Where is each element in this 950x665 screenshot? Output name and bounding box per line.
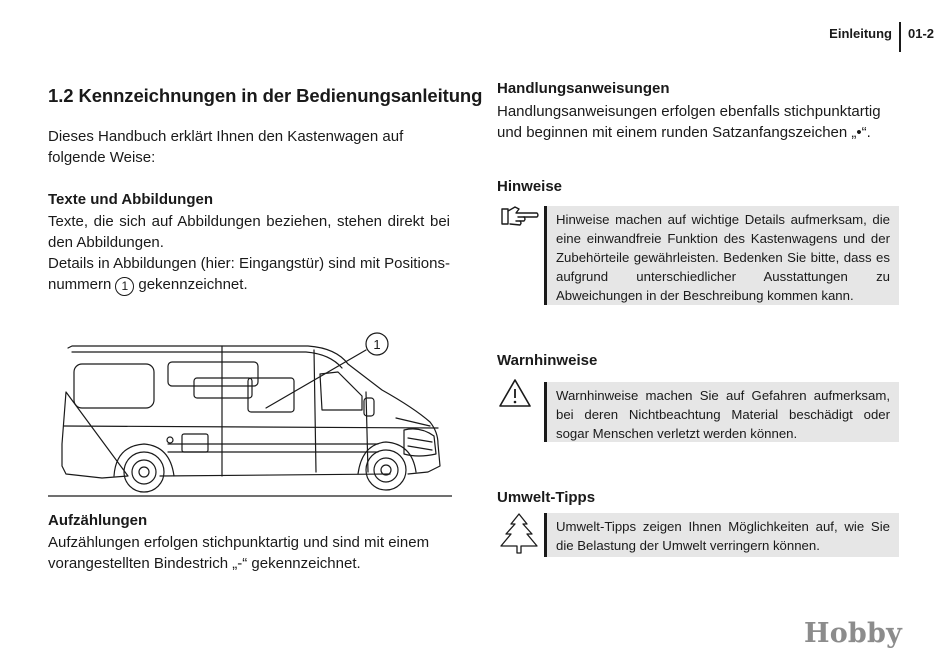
- header-divider: [899, 22, 901, 52]
- intro-paragraph: Dieses Handbuch erklärt Ihnen den Kastenwagen auf folgende Weise:: [48, 128, 404, 166]
- callout-number: 1: [373, 337, 381, 352]
- warning-triangle-icon: [498, 378, 532, 408]
- texte-p2-start: Details in Abbildungen (hier: Eingangstür) sind mit Positionsnummern: [48, 255, 450, 293]
- handlung-paragraph: Handlungsanweisungen erfolgen ebenfalls stichpunktartig und beginnen mit einem runden Satzanfangszeichen „•“.: [497, 103, 881, 141]
- texte-paragraph-2: [48, 253, 450, 296]
- texte-paragraph-1: Texte, die sich auf Abbildungen beziehen, stehen direkt bei den Abbildungen.: [48, 213, 450, 251]
- hobby-logo: Hobby: [804, 618, 902, 649]
- hinweise-note: Hinweise machen auf wichtige Details aufmerksam, die eine einwandfreie Funktion des Kastenwagens und der Zubehörteile gewährleisten. Bedenken Sie bitte, dass es aufgrund unterschiedlicher Ausstattungen zu Abweichungen in der Beschreibung kommen kann.: [544, 206, 899, 305]
- position-number-badge: 1: [115, 277, 134, 296]
- tree-icon: [497, 512, 541, 556]
- umwelt-note: Umwelt-Tipps zeigen Ihnen Möglichkeiten auf, wie Sie die Belastung der Umwelt verringern können.: [544, 513, 899, 557]
- umwelt-heading: Umwelt-Tipps: [497, 489, 596, 506]
- aufzaehlungen-paragraph: Aufzählungen erfolgen stichpunktartig und sind mit einem vorangestellten Bindestrich „-“ gekennzeichnet.: [48, 534, 430, 572]
- section-title: 1.2 Kennzeichnungen in der Bedienungsanleitung: [48, 85, 483, 106]
- running-header-section: Einleitung: [829, 26, 892, 41]
- van-illustration: [48, 326, 452, 500]
- warnhinweise-note: Warnhinweise machen Sie auf Gefahren aufmerksam, bei deren Nichtbeachtung Material beschädigt oder sogar Menschen verletzt werden können.: [544, 382, 899, 442]
- pointing-hand-icon: [500, 204, 540, 228]
- texte-heading: Texte und Abbildungen: [48, 191, 213, 208]
- texte-p2-end: gekennzeichnet.: [138, 276, 248, 293]
- aufzaehlungen-heading: Aufzählungen: [48, 512, 148, 529]
- page-number: 01-2: [908, 26, 935, 41]
- hinweise-heading: Hinweise: [497, 178, 563, 195]
- warnhinweise-heading: Warnhinweise: [497, 352, 598, 369]
- handlung-heading: Handlungsanweisungen: [497, 80, 670, 97]
